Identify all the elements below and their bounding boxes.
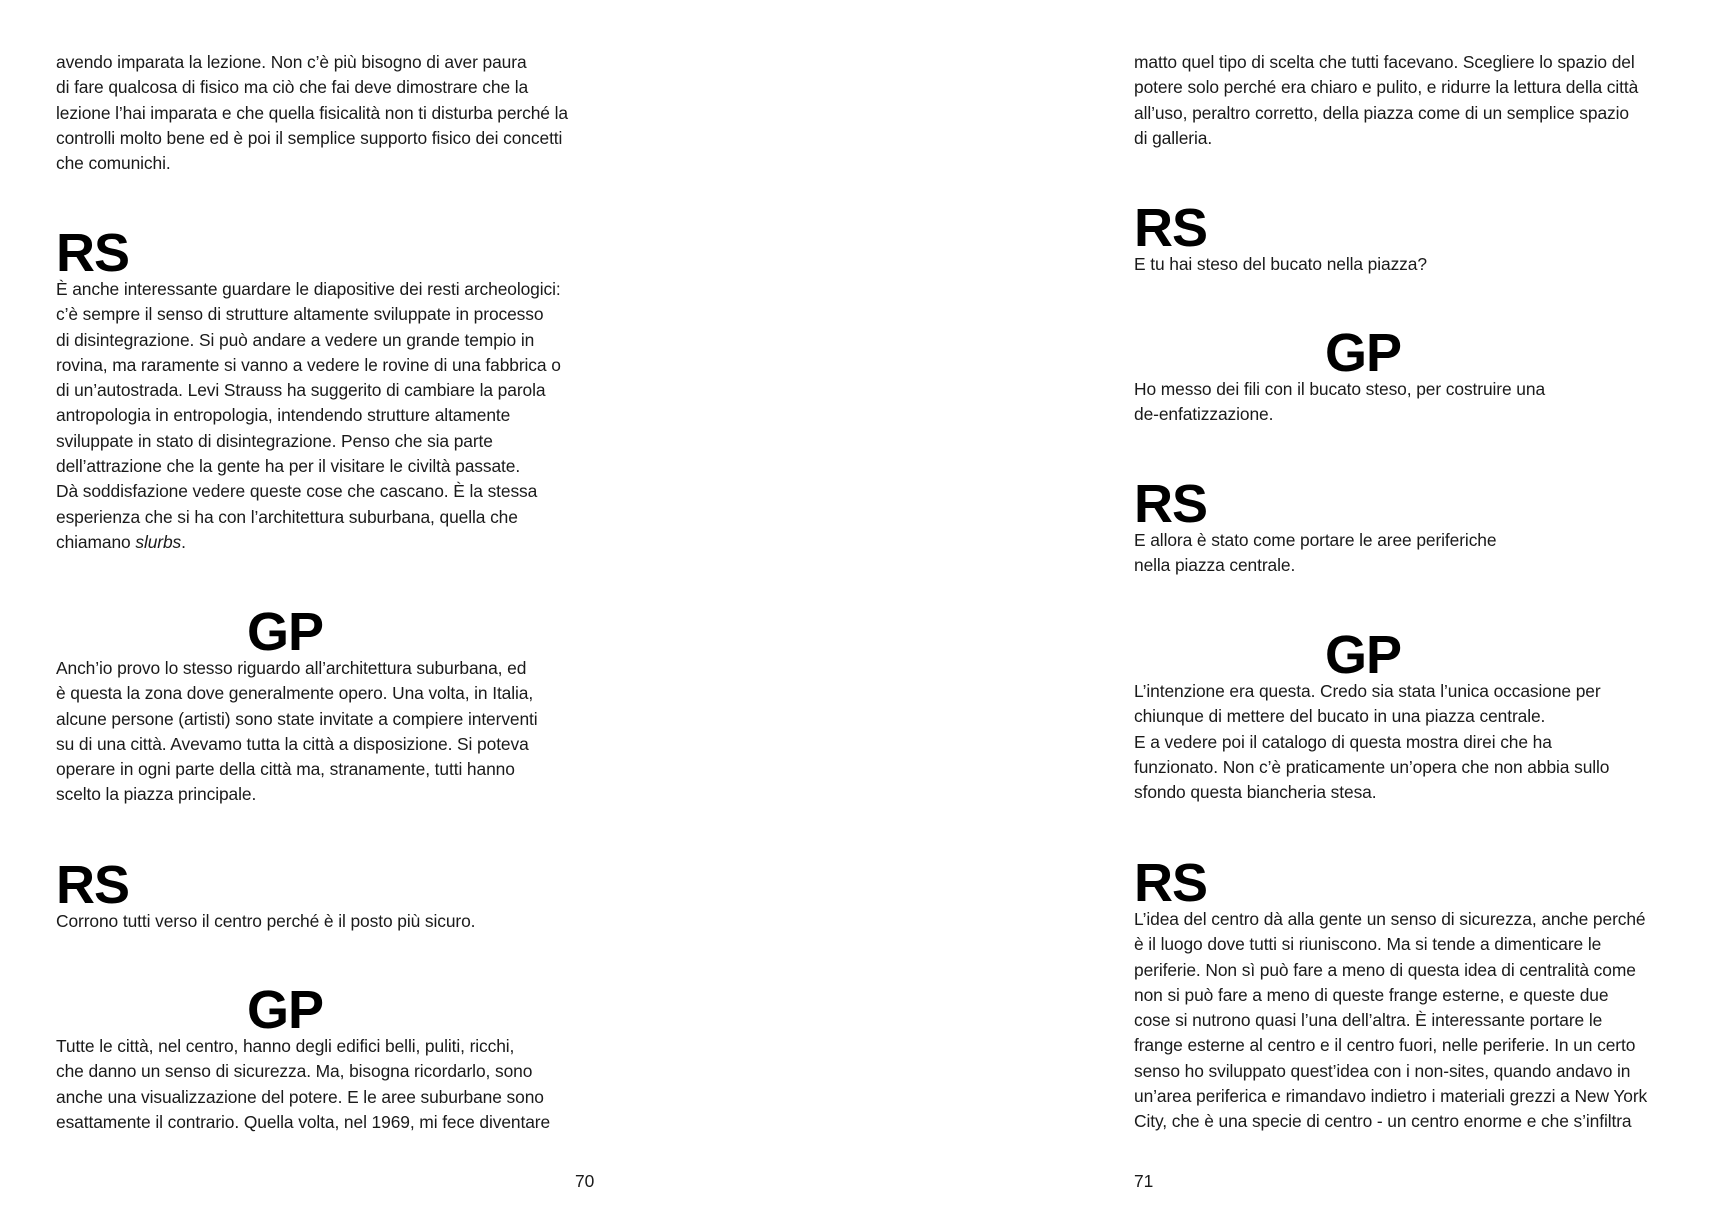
paragraph: L’intenzione era questa. Credo sia stata l’unica occasione per chiunque di mettere del bucato in una piazza centrale. E a vedere poi il catalogo di questa mostra direi che ha funzionato. Non c’è praticamente un’opera che non abbia sullo sfondo questa biancheria stesa. bbox=[1134, 681, 1610, 803]
speaker-label: RS bbox=[56, 855, 130, 915]
paragraph: avendo imparata la lezione. Non c’è più bisogno di aver paura di fare qualcosa di fisico ma ciò che fai deve dimostrare che la lezione l’hai imparata e che quella fisicalità non ti disturba perché la controlli molto bene ed è poi il semplice supporto fisico dei concetti che comunichi. bbox=[56, 52, 568, 174]
paragraph: Ho messo dei fili con il bucato steso, per costruire una de-enfatizzazione. bbox=[1134, 379, 1546, 425]
page-number: 70 bbox=[575, 1171, 595, 1191]
paragraph: Anch’io provo lo stesso riguardo all’architettura suburbana, ed è questa la zona dove generalmente opero. Una volta, in Italia, alcune persone (artisti) sono state invitate a compiere interventi su di una città. Avevamo tutta la città a disposizione. Si poteva operare in ogni parte della città ma, stranamente, tutti hanno scelto la piazza principale. bbox=[56, 658, 538, 805]
right-page bbox=[856, 0, 1713, 1211]
paragraph: matto quel tipo di scelta che tutti facevano. Scegliere lo spazio del potere solo perché era chiaro e pulito, e ridurre la lettura della città all’uso, peraltro corretto, della piazza come di un semplice spazio di galleria. bbox=[1134, 52, 1639, 148]
paragraph: E allora è stato come portare le aree periferiche nella piazza centrale. bbox=[1134, 530, 1497, 576]
paragraph-end: . bbox=[181, 531, 186, 552]
speaker-label: RS bbox=[1134, 198, 1208, 258]
speaker-label: RS bbox=[1134, 474, 1208, 534]
speaker-label: RS bbox=[56, 223, 130, 283]
paragraph-body: È anche interessante guardare le diapositive dei resti archeologici: c’è sempre il senso di strutture altamente sviluppate in processo di disintegrazione. Si può andare a vedere un grande tempio in rovina, ma raramente si vanno a vedere le rovine di una fabbrica o di un’autostrada. Levi Strauss ha suggerito di cambiare la parola antropologia in entropologia, intendendo strutture altamente sviluppate in stato di disintegrazione. Penso che sia parte dell’attrazione che la gente ha per il visitare le civiltà passate. Dà soddisfazione vedere queste cose che cascano. È la stessa esperienza che si ha con l’architettura suburbana, quella che bbox=[56, 279, 561, 527]
paragraph: L’idea del centro dà alla gente un senso di sicurezza, anche perché è il luogo dove tutti si riuniscono. Ma si tende a dimenticare le periferie. Non sì può fare a meno di questa idea di centralità come non si può fare a meno di queste frange esterne, e queste due cose si nutrono quasi l’una dell’altra. È interessante portare le frange esterne al centro e il centro fuori, nelle periferie. In un certo senso ho sviluppato quest’idea con i non-sites, quando andavo in un’area periferica e rimandavo indietro i materiali grezzi a New York City, che è una specie di centro - un centro enorme e che s’infiltra bbox=[1134, 909, 1648, 1132]
page-number: 71 bbox=[1134, 1171, 1154, 1191]
speaker-label: RS bbox=[1134, 853, 1208, 913]
paragraph bbox=[56, 277, 561, 555]
paragraph: Corrono tutti verso il centro perché è il posto più sicuro. bbox=[56, 911, 476, 931]
speaker-label: GP bbox=[1325, 323, 1402, 383]
paragraph: E tu hai steso del bucato nella piazza? bbox=[1134, 254, 1427, 274]
speaker-label: GP bbox=[247, 980, 324, 1040]
speaker-label: GP bbox=[1325, 625, 1402, 685]
speaker-label: GP bbox=[247, 602, 324, 662]
paragraph: Tutte le città, nel centro, hanno degli edifici belli, puliti, ricchi, che danno un senso di sicurezza. Ma, bisogna ricordarlo, sono anche una visualizzazione del potere. E le aree suburbane sono esattamente il contrario. Quella volta, nel 1969, mi fece diventare bbox=[56, 1036, 551, 1132]
paragraph-last-line: chiamano bbox=[56, 531, 136, 552]
italic-term: slurbs bbox=[135, 531, 182, 552]
left-page bbox=[0, 0, 856, 1211]
